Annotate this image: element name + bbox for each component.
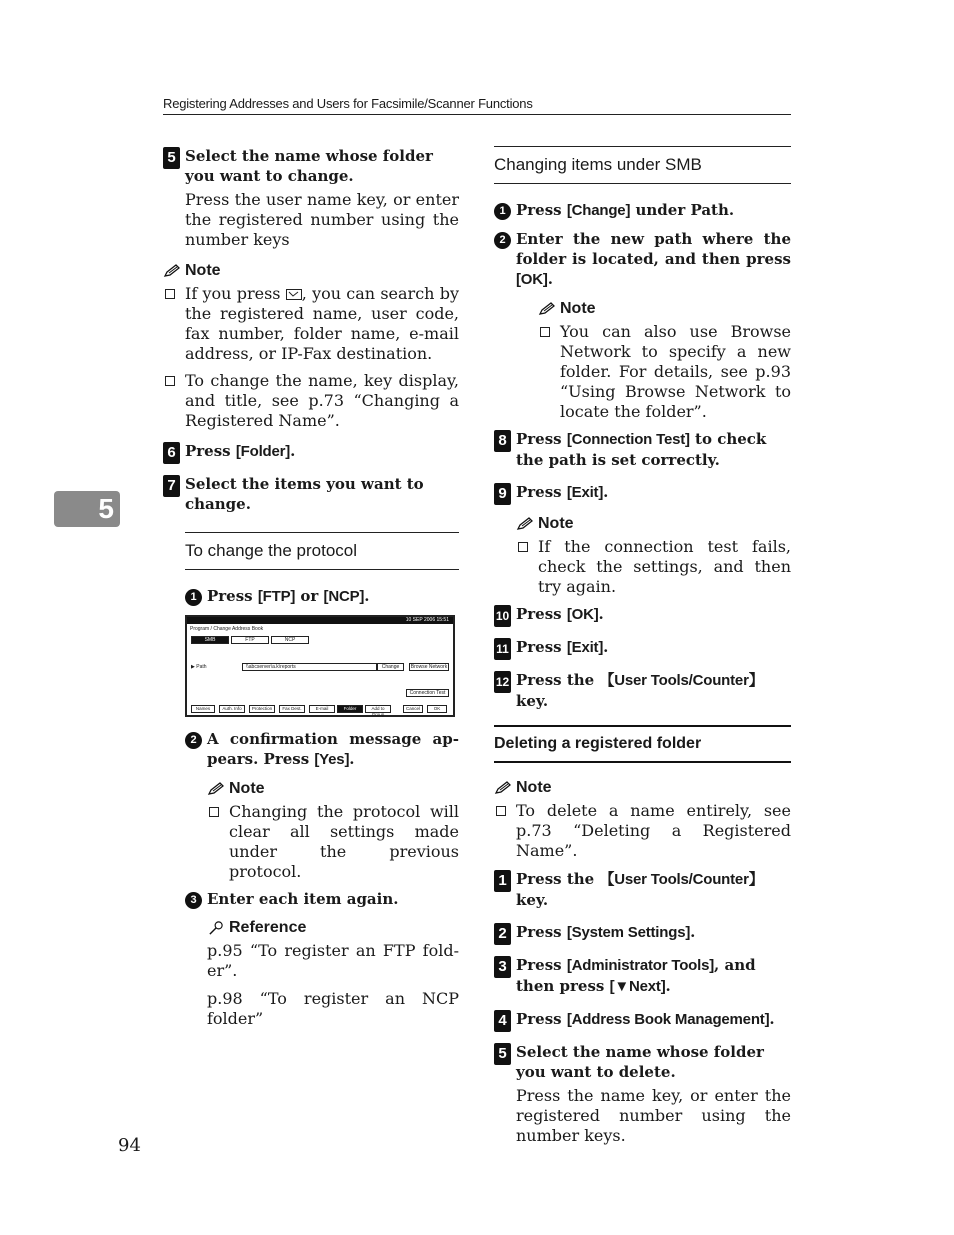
ftp-key: [FTP] xyxy=(257,588,296,605)
status-bar: 10 SEP 2006 15:51 xyxy=(187,617,453,624)
footer-tab-protection[interactable]: Protection xyxy=(249,705,275,713)
browse-network-button[interactable]: Browse Network xyxy=(410,664,448,670)
checkbox-icon xyxy=(540,327,550,337)
substep-1: 1 Press [FTP] or [NCP]. xyxy=(185,586,459,607)
page-number: 94 xyxy=(118,1135,141,1156)
footer-tab-names[interactable]: Names xyxy=(191,705,215,713)
tab-ncp[interactable]: NCP xyxy=(271,636,309,644)
address-book-screen xyxy=(185,615,455,717)
substep-2: 2 Enter the new path where the folder is located, and then press [OK]. xyxy=(494,229,791,290)
delete-step-4: 4 Press [Address Book Management]. xyxy=(494,1009,791,1030)
ok-button[interactable]: OK xyxy=(427,705,447,713)
delete-step-1: 1 Press the 【User Tools/Counter】 key. xyxy=(494,869,791,910)
user-tools-key: 【User Tools/Counter】 xyxy=(599,672,764,689)
pencil-icon xyxy=(494,781,512,795)
address-book-management-key: [Address Book Management] xyxy=(566,1011,770,1028)
left-column xyxy=(163,146,459,1029)
footer-tab-auth[interactable]: Auth. Info xyxy=(219,705,245,713)
connection-test-button[interactable]: Connection Test xyxy=(406,689,449,697)
exit-key: [Exit] xyxy=(566,639,604,656)
note-item: To change the name, key display, and title, see p.73 “Changing a Registered Name”. xyxy=(163,371,459,431)
path-label: ▶ Path xyxy=(191,664,207,670)
reference-link[interactable]: p.95 “To register an FTP folder”. xyxy=(207,941,459,980)
ok-key: [OK] xyxy=(566,606,599,623)
checkbox-icon xyxy=(518,542,528,552)
step-5 xyxy=(163,146,459,250)
step-11: 11 Press [Exit]. xyxy=(494,637,791,658)
note-2 xyxy=(185,780,459,882)
reference xyxy=(185,919,459,1029)
step-body: Press the user name key, or enter the registered number using the number keys xyxy=(185,190,459,249)
checkbox-icon xyxy=(165,376,175,386)
ok-key: [OK] xyxy=(516,271,548,288)
note-list xyxy=(163,284,459,431)
step-12: 12 Press the 【User Tools/Counter】 key. xyxy=(495,671,764,710)
section-heading: Changing items under SMB xyxy=(494,146,791,184)
yes-key: [Yes] xyxy=(314,751,350,768)
note-item: To delete a name entirely, see p.73 “Deleting a Registered Name”. xyxy=(494,801,791,861)
right-column: Changing items under SMB 1 Press [Change] under Path. 2 Enter the new path where the folder is located, and then press [OK]. Note You can also use Browse Network to specify a new folder. For details, see p.93 “Using Browse Network to locate the folder”. 8 Press [Connection Test] to check the path is set correctly. 9 Press [Exit]. Note If the connection test fails, check the settings, and then try again. 10 Press [OK]. 11 Press [Exit]. 12 Press the 【User Tools/Counter】 key. Deleting a registered folder Note To delete a name entirely, see p.73 “Deleting a Registered Name”. 1 Press the 【User Tools/Counter】 key. 2 Press [System Settings]. 3 Press [Administrator Tools], and then press [▼Next]. 4 Press [Address Book Management]. 5 Select the name whose folder you want to delete. Press the name key, or enter the registered number using the number keys. xyxy=(494,146,791,1158)
step-8: 8 Press [Connection Test] to check the path is set correctly. xyxy=(494,429,791,470)
checkbox-icon xyxy=(165,289,175,299)
delete-step-2: 2 Press [System Settings]. xyxy=(494,922,791,943)
note-1: Note You can also use Browse Network to specify a new folder. For details, see p.93 “Using Browse Network to locate the folder”. xyxy=(494,300,791,422)
section-heading: Deleting a registered folder xyxy=(494,725,791,763)
footer-tab-folder[interactable]: Folder xyxy=(337,705,363,713)
path-field[interactable]: \\abcserver\a.k\reports xyxy=(242,663,377,671)
substep-3: 3 Enter each item again. xyxy=(185,889,459,909)
footer-tab-email[interactable]: E-mail xyxy=(309,705,335,713)
delete-step-5: 5 Select the name whose folder you want to delete. Press the name key, or enter the registered number using the number keys. xyxy=(494,1042,791,1146)
step-9: 9 Press [Exit]. xyxy=(494,482,791,503)
system-settings-key: [System Settings] xyxy=(566,924,691,941)
note-heading: Note xyxy=(207,780,459,798)
delete-step-3: 3 Press [Administrator Tools], and then press [▼Next]. xyxy=(494,955,791,997)
next-key: [▼Next] xyxy=(609,978,666,995)
administrator-tools-key: [Administrator Tools] xyxy=(566,957,715,974)
substep-2: 2 A confirmation message appears. Press [Yes]. xyxy=(185,729,459,770)
step-10: 10 Press [OK]. xyxy=(494,604,791,625)
cancel-button[interactable]: Cancel xyxy=(403,705,423,713)
step-number: 7 xyxy=(163,475,180,497)
step-number: 6 xyxy=(163,442,180,464)
note-item: You can also use Browse Network to specify a new folder. For details, see p.93 “Using Browse Network to locate the folder”. xyxy=(538,322,791,422)
step-title: Select the name whose folder you want to change. xyxy=(185,147,433,185)
substep-1: 1 Press [Change] under Path. xyxy=(494,200,791,221)
exit-key: [Exit] xyxy=(566,484,604,501)
user-tools-key: 【User Tools/Counter】 xyxy=(599,871,764,888)
note-item: If you press , you can search by the registered name, user code, fax number, folder name, e-mail address, or IP-Fax destination. xyxy=(163,284,459,364)
smb-section xyxy=(494,146,791,184)
screen-title: Program / Change Address Book xyxy=(190,626,264,632)
step-number: 5 xyxy=(163,147,180,169)
section-heading: To change the protocol xyxy=(185,532,459,570)
tab-smb[interactable]: SMB xyxy=(191,636,229,644)
pencil-icon xyxy=(163,264,181,278)
search-key-icon xyxy=(286,289,302,300)
ncp-key: [NCP] xyxy=(323,588,365,605)
reference-link[interactable]: p.98 “To register an NCP folder” xyxy=(207,989,459,1028)
note-heading: Note xyxy=(163,262,459,280)
connection-test-key: [Connection Test] xyxy=(566,431,690,448)
step-title: Select the items you want to change. xyxy=(185,475,424,513)
step-7 xyxy=(163,474,459,514)
change-key: [Change] xyxy=(566,202,631,219)
folder-key: [Folder] xyxy=(235,443,291,460)
checkbox-icon xyxy=(209,807,219,817)
change-button[interactable]: Change xyxy=(377,663,404,671)
pencil-icon xyxy=(516,517,534,531)
note-item: If the connection test fails, check the settings, and then try again. xyxy=(516,537,791,597)
pencil-icon xyxy=(538,302,556,316)
reference-heading: Reference xyxy=(207,919,459,937)
footer-tab-fax[interactable]: Fax Dest. xyxy=(279,705,305,713)
footer-tab-group[interactable]: Add to Group xyxy=(365,705,391,713)
magnifier-icon xyxy=(207,921,225,935)
note-item: Changing the protocol will clear all settings made under the previous protocol. xyxy=(207,802,459,882)
running-head: Registering Addresses and Users for Facsimile/Scanner Functions xyxy=(163,96,791,115)
note-2: Note If the connection test fails, check the settings, and then try again. xyxy=(494,515,791,597)
checkbox-icon xyxy=(496,806,506,816)
chapter-tab: 5 xyxy=(54,491,120,527)
pencil-icon xyxy=(207,782,225,796)
protocol-section xyxy=(163,532,459,1029)
tab-ftp[interactable]: FTP xyxy=(231,636,269,644)
step-6: 6 Press [Folder]. xyxy=(163,441,459,462)
